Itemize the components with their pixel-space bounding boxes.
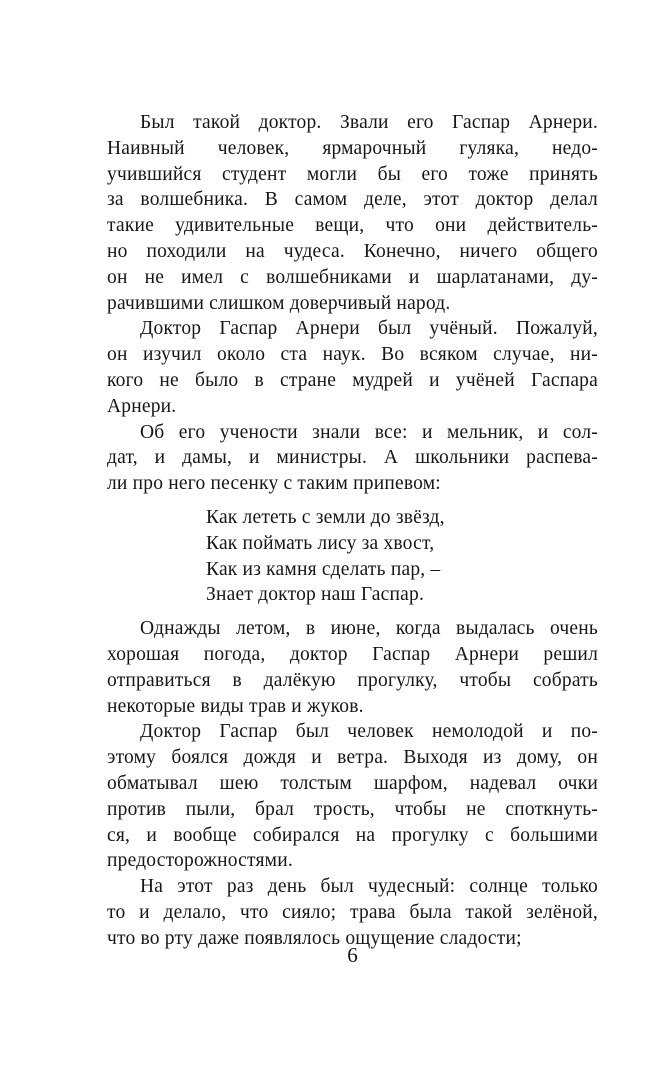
paragraph <box>107 874 598 951</box>
text-line: Был такой доктор. Звали его Гаспар Арнери. <box>140 112 598 133</box>
text-line: ли про него песенку с таким припевом: <box>107 473 441 495</box>
text-line: то и делало, что сияло; трава была такой зелёной, <box>107 901 598 923</box>
paragraph <box>107 316 598 419</box>
text-line: учившийся студент могли бы его тоже принять <box>107 163 598 185</box>
text-line: Доктор Гаспар был человек немолодой и по- <box>140 721 598 743</box>
verse-line: Как из камня сделать пар, – <box>206 558 441 580</box>
verse-block <box>206 505 598 608</box>
text-line: такие удивительные вещи, что они действитель- <box>107 215 598 237</box>
text-line: На этот раз день был чудесный: солнце только <box>140 876 598 898</box>
text-line: некоторые виды трав и жуков. <box>107 695 364 717</box>
verse-line: Как лететь с земли до звёзд, <box>206 506 445 528</box>
text-line: дат, и дамы, и министры. А школьники распева- <box>107 447 598 469</box>
text-line: хорошая погода, доктор Гаспар Арнери решил <box>107 643 598 665</box>
text-line: что во рту даже появлялось ощущение сладости; <box>107 927 522 949</box>
page-number: 6 <box>347 943 358 967</box>
text-line: против пыли, брал трость, чтобы не споткнуть- <box>107 798 598 820</box>
text-line: он не имел с волшебниками и шарлатанами, ду- <box>107 266 598 288</box>
text-line: отправиться в далёкую прогулку, чтобы собрать <box>107 669 598 691</box>
text-line: Арнери. <box>107 395 177 417</box>
text-line: кого не было в стране мудрей и учёней Гаспара <box>107 369 598 391</box>
text-line: Об его учености знали все: и мельник, и сол- <box>140 421 598 443</box>
text-block <box>107 110 598 952</box>
text-line: этому боялся дождя и ветра. Выходя из дому, он <box>107 747 598 769</box>
text-line: но походили на чудеса. Конечно, ничего общего <box>107 240 598 262</box>
text-line: обматывал шею толстым шарфом, надевал очки <box>107 772 598 794</box>
text-line: Доктор Гаспар Арнери был учёный. Пожалуй, <box>140 318 598 340</box>
text-line: предосторожностями. <box>107 850 293 872</box>
paragraph <box>107 110 598 316</box>
text-line: Однажды летом, в июне, когда выдалась очень <box>140 618 598 640</box>
text-line: за волшебника. В самом деле, этот доктор делал <box>107 189 598 211</box>
text-line: Наивный человек, ярмарочный гуляка, недо- <box>107 137 598 159</box>
verse-line: Как поймать лису за хвост, <box>206 532 435 554</box>
paragraph <box>107 616 598 719</box>
text-line: рачившими слишком доверчивый народ. <box>107 292 451 314</box>
paragraph <box>107 420 598 497</box>
text-line: ся, и вообще собирался на прогулку с большими <box>107 824 598 846</box>
verse-line: Знает доктор наш Гаспар. <box>206 584 425 606</box>
paragraph <box>107 719 598 874</box>
text-line: он изучил около ста наук. Во всяком случае, ни- <box>107 344 598 366</box>
